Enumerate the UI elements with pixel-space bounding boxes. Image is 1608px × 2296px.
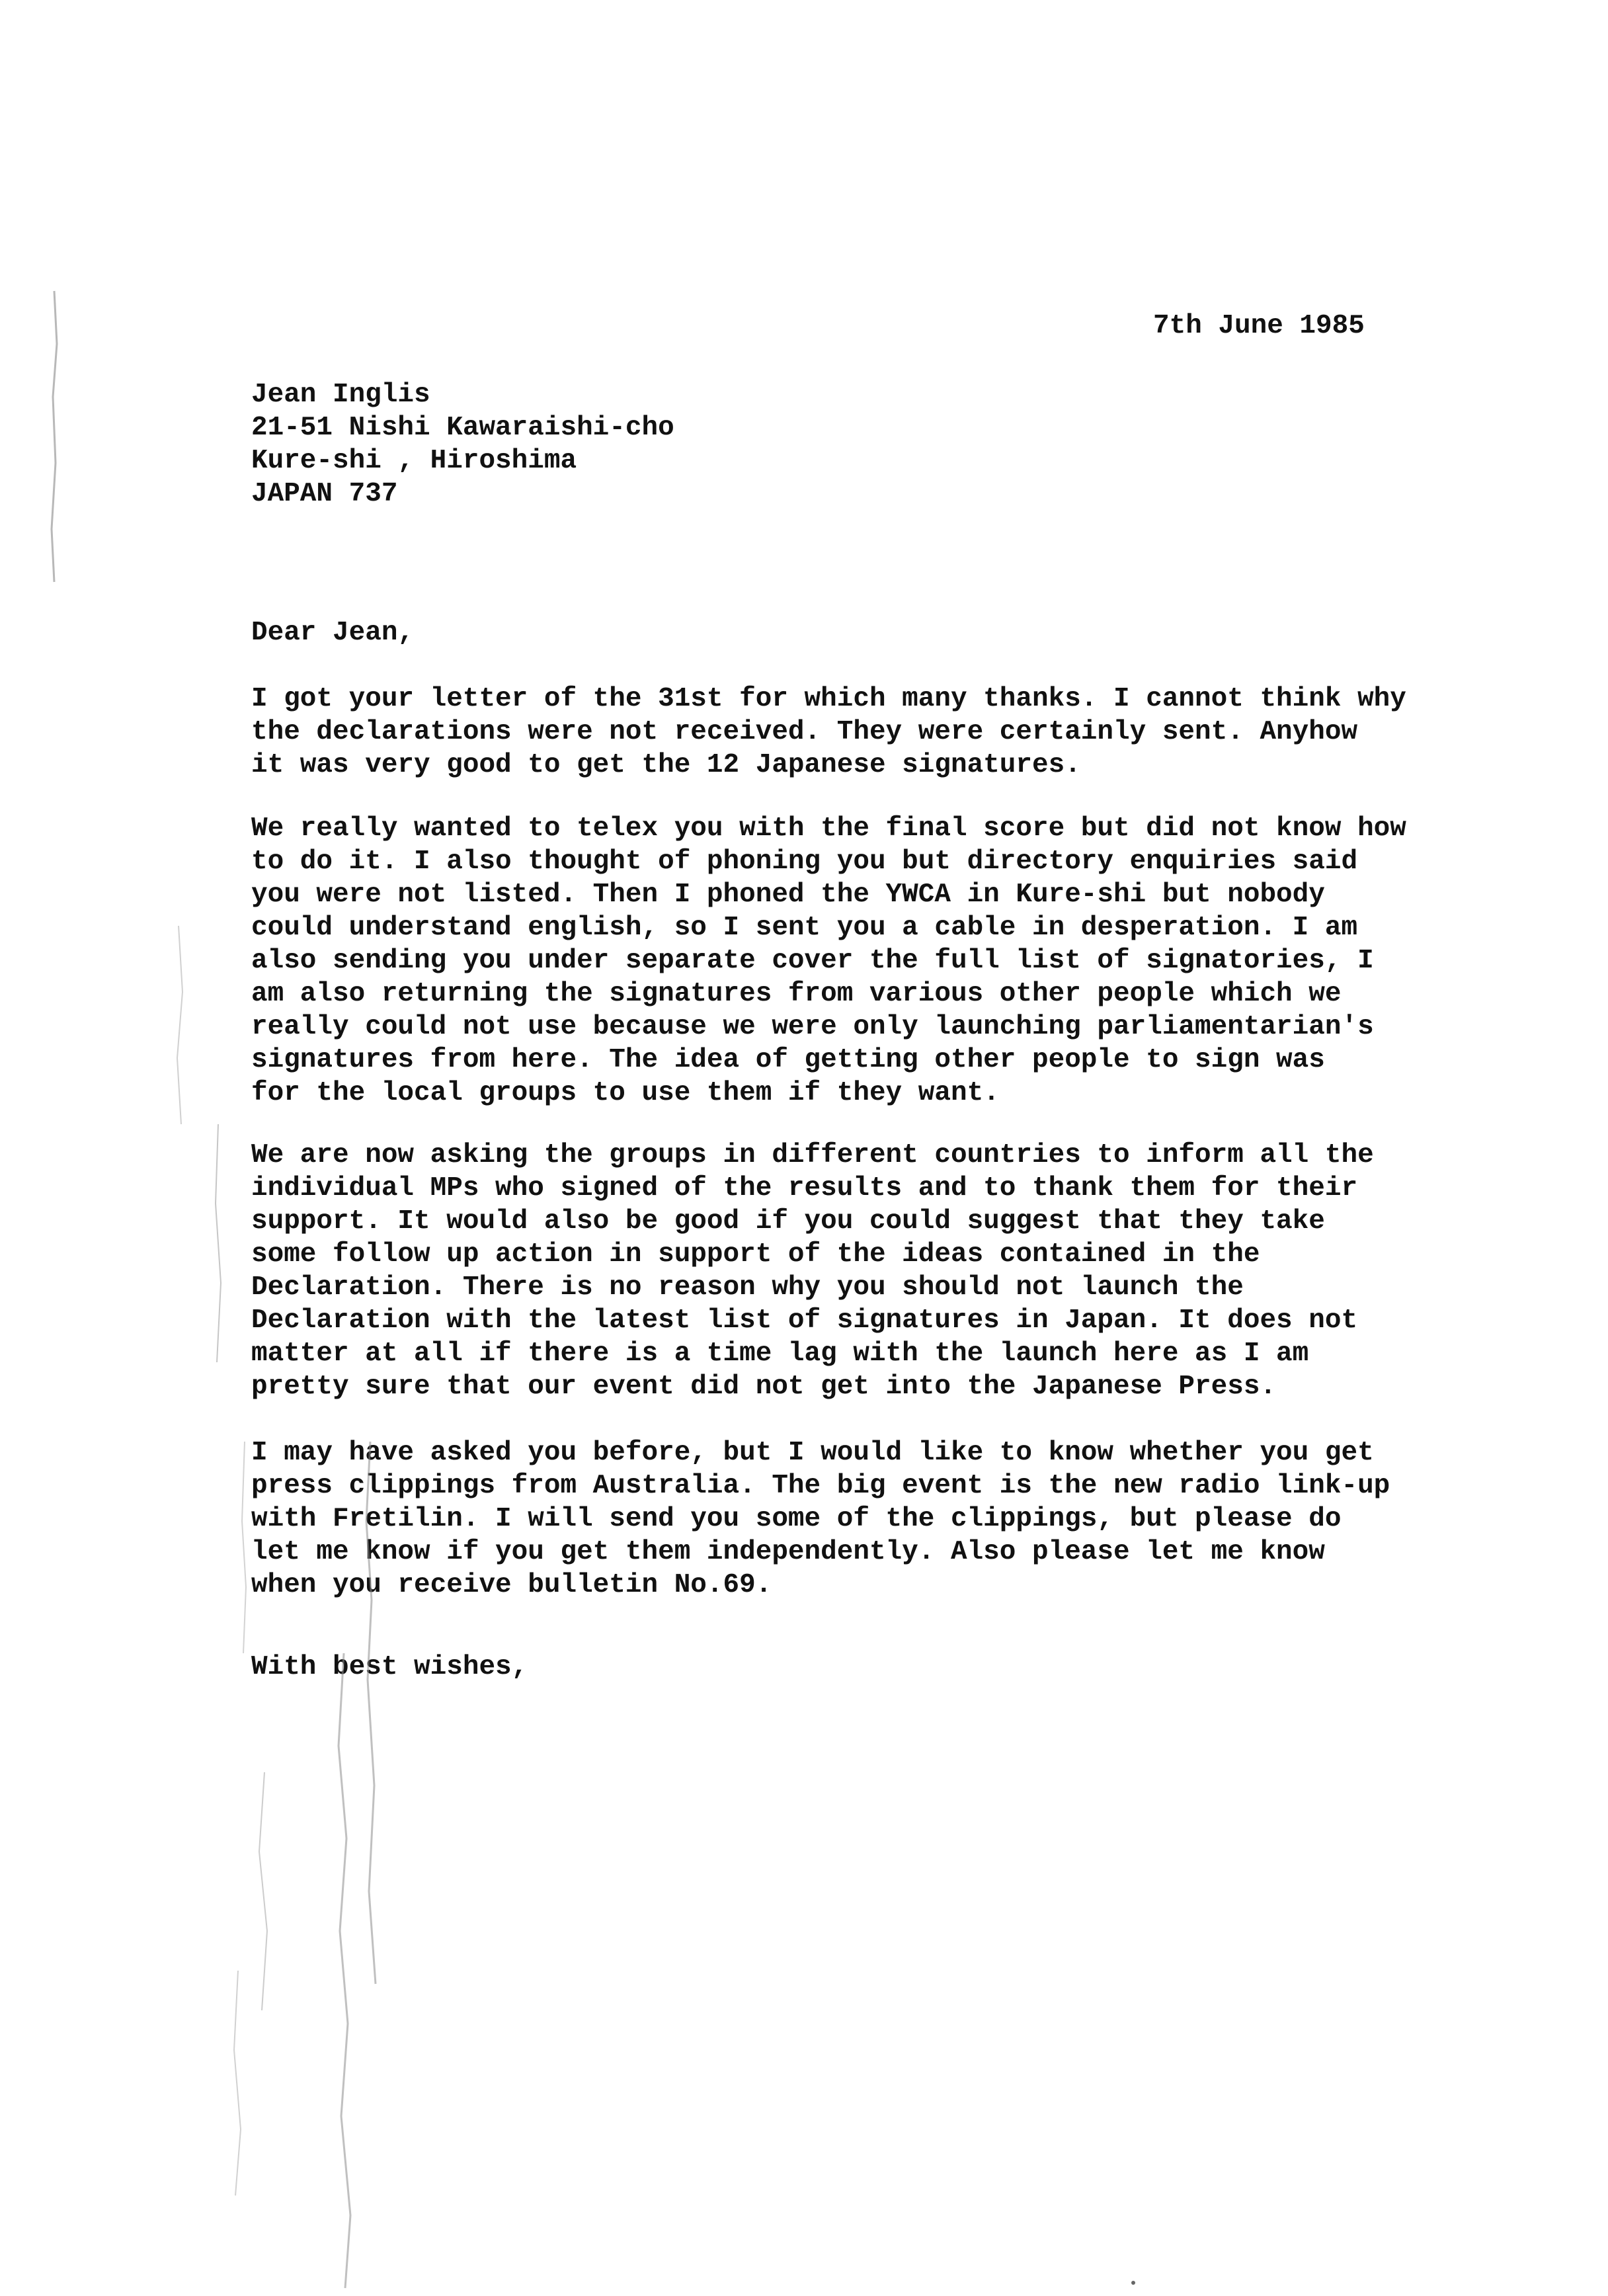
text-line: you were not listed. Then I phoned the YWCA in Kure-shi but nobody [251,880,1325,910]
address-line: Jean Inglis [251,380,430,410]
paragraph-3 [251,1139,1441,1403]
text-line: Declaration. There is no reason why you should not launch the [251,1272,1244,1303]
paragraph-2 [251,812,1441,1110]
text-line: could understand english, so I sent you a cable in desperation. I am [251,913,1358,943]
text-line: individual MPs who signed of the results and to thank them for their [251,1173,1358,1204]
text-line: some follow up action in support of the ideas contained in the [251,1239,1260,1270]
address-line: Kure-shi , Hiroshima [251,446,577,476]
paragraph-1 [251,682,1441,782]
salutation: Dear Jean, [251,618,415,648]
text-line: press clippings from Australia. The big event is the new radio link-up [251,1471,1390,1501]
text-line: when you receive bulletin No.69. [251,1570,772,1600]
text-line: matter at all if there is a time lag with the launch here as I am [251,1338,1309,1369]
text-line: the declarations were not received. They were certainly sent. Anyhow [251,717,1358,747]
text-line: it was very good to get the 12 Japanese signatures. [251,750,1081,780]
paragraph-4 [251,1436,1441,1602]
text-line: I got your letter of the 31st for which many thanks. I cannot think why [251,684,1406,714]
text-line: to do it. I also thought of phoning you but directory enquiries said [251,846,1358,877]
text-line: signatures from here. The idea of getting other people to sign was [251,1045,1325,1075]
text-line: let me know if you get them independently. Also please let me know [251,1537,1325,1567]
text-line: really could not use because we were only launching parliamentarian's [251,1012,1374,1042]
text-line: pretty sure that our event did not get into the Japanese Press. [251,1372,1277,1402]
text-line: am also returning the signatures from various other people which we [251,979,1342,1009]
address-line: JAPAN 737 [251,479,398,509]
text-line: I may have asked you before, but I would like to know whether you get [251,1438,1374,1468]
text-line: We are now asking the groups in different countries to inform all the [251,1140,1374,1170]
text-line: Declaration with the latest list of signatures in Japan. It does not [251,1305,1358,1336]
recipient-address [251,378,674,511]
text-line: We really wanted to telex you with the final score but did not know how [251,813,1406,844]
text-line: also sending you under separate cover the full list of signatories, I [251,946,1374,976]
text-line: for the local groups to use them if they want. [251,1078,1000,1108]
text-line: support. It would also be good if you could suggest that they take [251,1206,1325,1237]
closing: With best wishes, [251,1652,528,1682]
letter-date: 7th June 1985 [1153,311,1365,341]
address-line: 21-51 Nishi Kawaraishi-cho [251,413,674,443]
text-line: with Fretilin. I will send you some of the clippings, but please do [251,1504,1342,1534]
